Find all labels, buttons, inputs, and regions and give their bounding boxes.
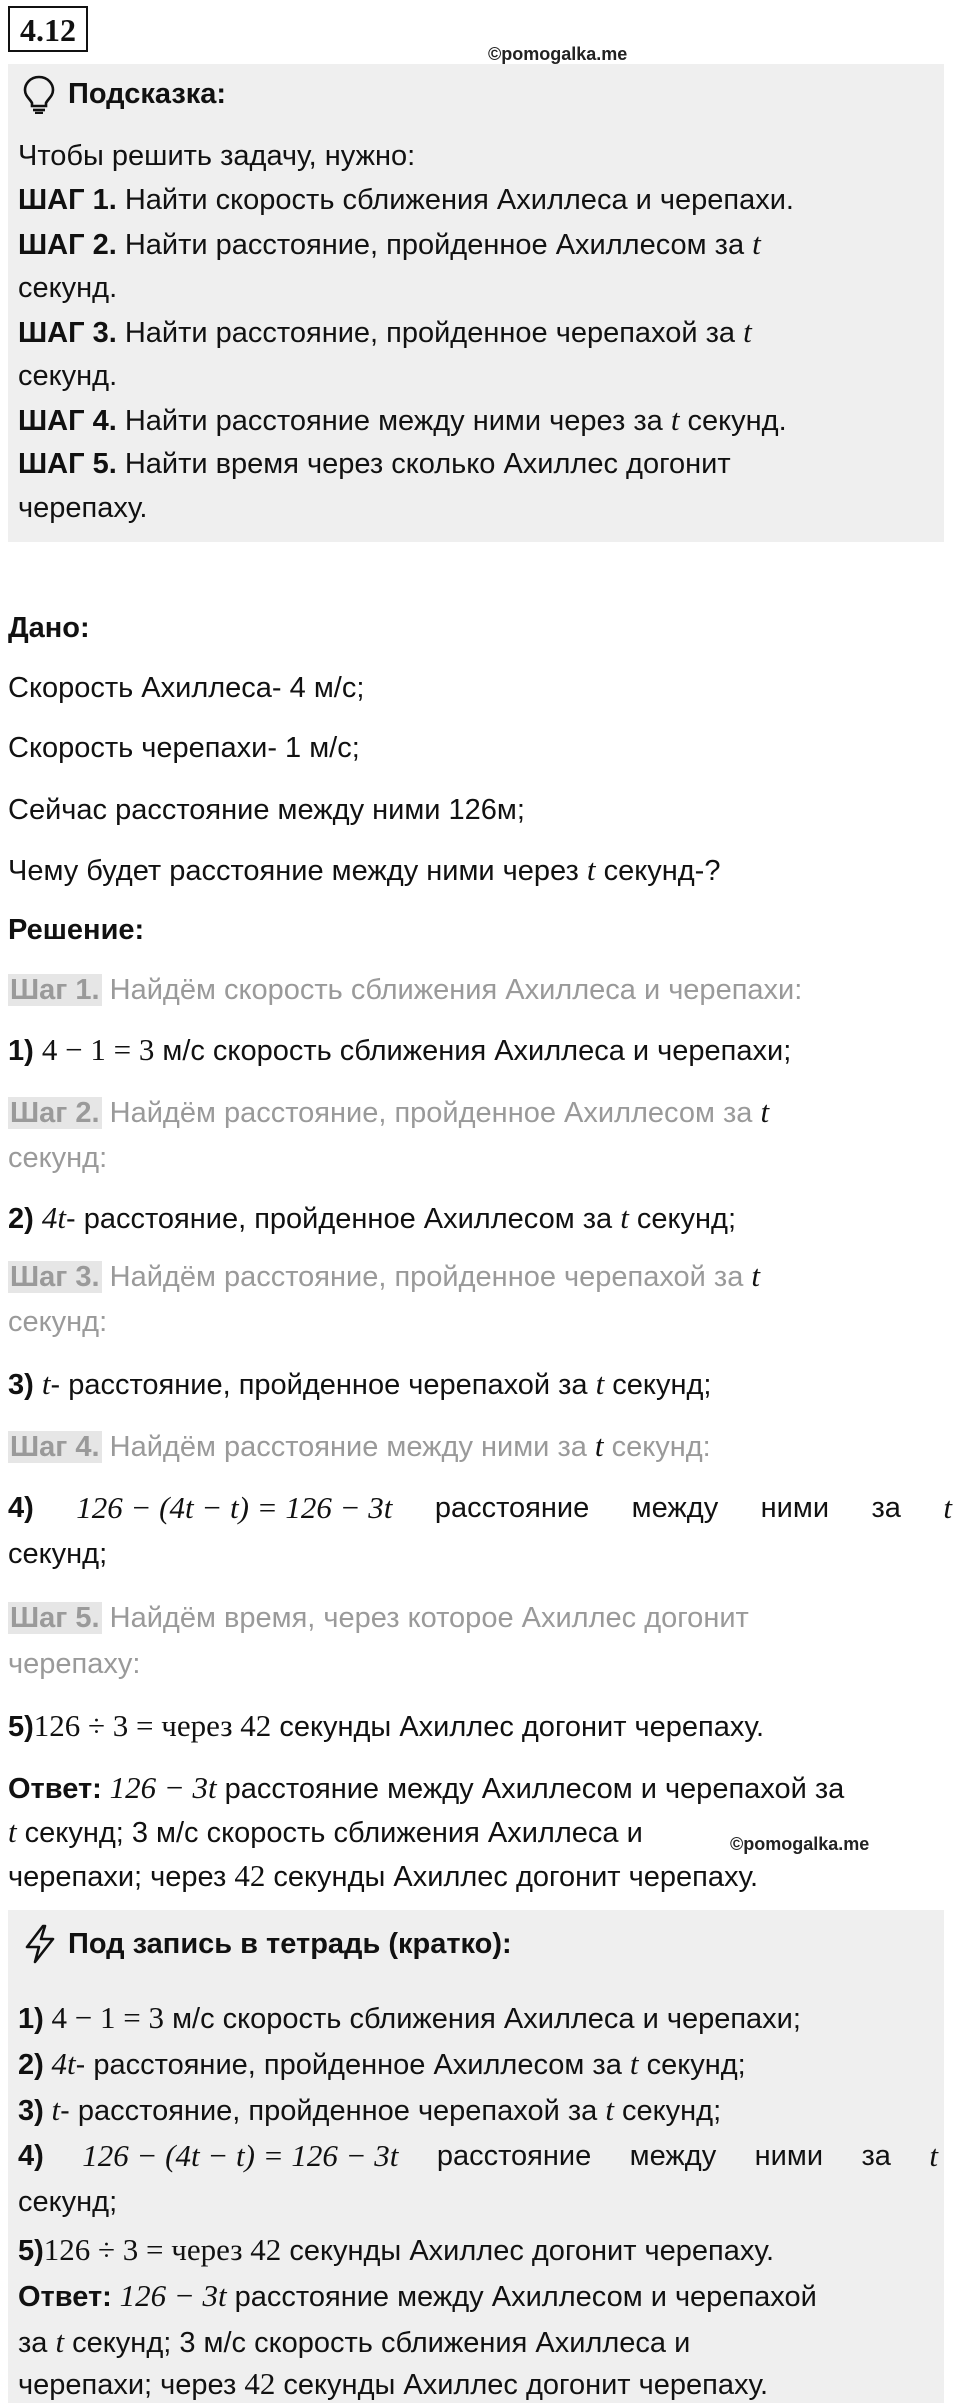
hint-step-3-cont: секунд. xyxy=(18,360,118,392)
hint-step-1: ШАГ 1. Найти скорость сближения Ахиллеса и черепахи. xyxy=(18,184,794,216)
solution-step-5: Шаг 5. Найдём время, через которое Ахиллес догонит xyxy=(10,1602,749,1634)
solution-answer: Ответ: 126 − 3t расстояние между Ахиллесом и черепахой за xyxy=(8,1770,845,1805)
solution-title: Решение: xyxy=(8,914,145,946)
watermark: ©pomogalka.me xyxy=(488,44,628,64)
given-line: Скорость Ахиллеса- 4 м/с; xyxy=(8,672,365,704)
solution-step-3-cont: секунд: xyxy=(8,1306,108,1338)
hint-intro: Чтобы решить задачу, нужно: xyxy=(18,140,416,172)
hint-step-2-cont: секунд. xyxy=(18,272,118,304)
hint-title xyxy=(22,74,226,114)
solution-step-4: Шаг 4. Найдём расстояние между ними за t секунд: xyxy=(10,1428,711,1463)
given-question: Чему будет расстояние между ними через t секунд-? xyxy=(8,852,721,887)
hint-step-5: ШАГ 5. Найти время через сколько Ахиллес догонит xyxy=(18,448,731,480)
solution-step-2: Шаг 2. Найдём расстояние, пройденное Ахиллесом за t xyxy=(10,1094,770,1129)
task-number: 4.12 xyxy=(8,6,88,52)
hint-step-2: ШАГ 2. Найти расстояние, пройденное Ахиллесом за t xyxy=(18,226,761,261)
notes-line-5: 5)126 ÷ 3 = через 42 секунды Ахиллес догонит черепаху. xyxy=(18,2232,775,2267)
hint-step-3: ШАГ 3. Найти расстояние, пройденное черепахой за t xyxy=(18,314,752,349)
given-title: Дано: xyxy=(8,612,90,644)
lightbulb-icon xyxy=(22,74,58,114)
notes-line-2: 2) 4t- расстояние, пройденное Ахиллесом за t секунд; xyxy=(18,2046,746,2081)
hint-step-4: ШАГ 4. Найти расстояние между ними через за t секунд. xyxy=(18,402,787,437)
notes-line-1: 1) 4 − 1 = 3 м/с скорость сближения Ахиллеса и черепахи; xyxy=(18,2000,801,2035)
given-line: Сейчас расстояние между ними 126м; xyxy=(8,794,525,826)
solution-result-3: 3) t- расстояние, пройденное черепахой за t секунд; xyxy=(8,1366,712,1401)
notes-answer-cont: черепахи; через 42 секунды Ахиллес догонит черепаху. xyxy=(18,2366,769,2401)
solution-result-4: 4) 126 − (4t − t) = 126 − 3t расстояние между ними за t xyxy=(8,1490,952,1525)
notes-title-text: Под запись в тетрадь (кратко): xyxy=(68,1927,512,1960)
solution-step-3: Шаг 3. Найдём расстояние, пройденное черепахой за t xyxy=(10,1258,761,1293)
solution-answer-cont: t секунд; 3 м/с скорость сближения Ахиллеса и xyxy=(8,1814,643,1849)
notes-title xyxy=(22,1924,512,1964)
solution-result-5: 5)126 ÷ 3 = через 42 секунды Ахиллес догонит черепаху. xyxy=(8,1708,765,1743)
solution-step-1: Шаг 1. Найдём скорость сближения Ахиллеса и черепахи: xyxy=(10,974,803,1006)
solution-result-4-cont: секунд; xyxy=(8,1538,108,1570)
solution-step-2-cont: секунд: xyxy=(8,1142,108,1174)
notes-answer-cont: за t секунд; 3 м/с скорость сближения Ахиллеса и xyxy=(18,2324,691,2359)
given-line: Скорость черепахи- 1 м/с; xyxy=(8,732,360,764)
hint-box xyxy=(8,64,944,542)
solution-result-2: 2) 4t- расстояние, пройденное Ахиллесом за t секунд; xyxy=(8,1200,737,1235)
notes-line-4: 4) 126 − (4t − t) = 126 − 3t расстояние между ними за t xyxy=(18,2138,938,2173)
notes-box xyxy=(8,1910,944,2403)
hint-title-text: Подсказка: xyxy=(68,77,227,110)
notes-line-4-cont: секунд; xyxy=(18,2186,118,2218)
watermark: ©pomogalka.me xyxy=(730,1834,870,1854)
notes-line-3: 3) t- расстояние, пройденное черепахой за t секунд; xyxy=(18,2092,722,2127)
solution-result-1: 1) 4 − 1 = 3 м/с скорость сближения Ахиллеса и черепахи; xyxy=(8,1032,792,1067)
hint-step-5-cont: черепаху. xyxy=(18,492,148,524)
solution-step-5-cont: черепаху: xyxy=(8,1648,141,1680)
notes-answer: Ответ: 126 − 3t расстояние между Ахиллесом и черепахой xyxy=(18,2278,817,2313)
lightning-icon xyxy=(22,1924,58,1964)
solution-answer-cont: черепахи; через 42 секунды Ахиллес догонит черепаху. xyxy=(8,1858,759,1893)
